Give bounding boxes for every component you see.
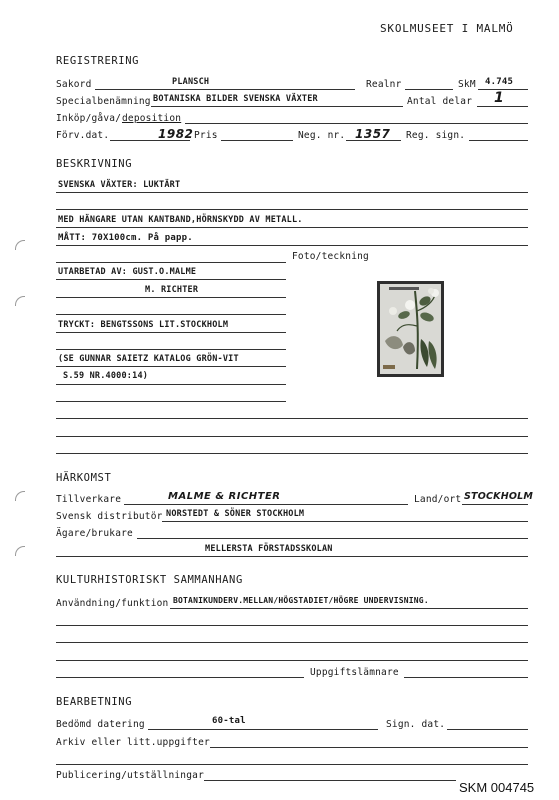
punch-hole-mark bbox=[15, 546, 25, 556]
agare-line bbox=[137, 538, 528, 539]
distributor-line bbox=[162, 521, 528, 522]
neg-value[interactable]: 1357 bbox=[355, 127, 391, 141]
rule bbox=[56, 677, 304, 678]
sign-label: Sign. dat. bbox=[386, 719, 446, 730]
tillverkare-value[interactable]: MALME & RICHTER bbox=[168, 491, 281, 502]
rule bbox=[56, 349, 286, 350]
agare-label: Ägare/brukare bbox=[56, 528, 133, 539]
tillverkare-label: Tillverkare bbox=[56, 494, 122, 505]
pris-label: Pris bbox=[194, 130, 218, 141]
skm-label: SkM bbox=[458, 79, 476, 90]
antal-value[interactable]: 1 bbox=[494, 90, 505, 106]
beskrivning-line-8[interactable]: S.59 NR.4000:14) bbox=[63, 371, 149, 381]
distributor-label: Svensk distributör bbox=[56, 511, 163, 522]
antal-label: Antal delar bbox=[407, 96, 473, 107]
punch-hole-mark bbox=[15, 296, 25, 306]
rule bbox=[56, 332, 286, 333]
anvandning-line bbox=[170, 608, 528, 609]
inkop-value[interactable]: deposition bbox=[122, 113, 182, 124]
rule bbox=[56, 453, 528, 454]
section-registrering: REGISTRERING bbox=[56, 55, 140, 67]
landort-label: Land/ort bbox=[414, 494, 462, 505]
section-kultur: KULTURHISTORISKT SAMMANHANG bbox=[56, 574, 243, 586]
foto-label: Foto/teckning bbox=[292, 251, 369, 262]
antal-line bbox=[477, 106, 528, 107]
rule bbox=[56, 227, 528, 228]
special-value[interactable]: BOTANISKA BILDER SVENSKA VÄXTER bbox=[153, 94, 318, 104]
rule bbox=[56, 556, 528, 557]
sakord-value[interactable]: PLANSCH bbox=[172, 77, 210, 87]
bedomd-line bbox=[148, 729, 378, 730]
plansch-photo bbox=[377, 281, 444, 377]
beskrivning-line-3[interactable]: MÅTT: 70X100cm. På papp. bbox=[58, 233, 193, 243]
skm-value[interactable]: 4.745 bbox=[485, 77, 514, 87]
punch-hole-mark bbox=[15, 491, 25, 501]
arkiv-line bbox=[210, 747, 528, 748]
distributor-value[interactable]: NORSTEDT & SÖNER STOCKHOLM bbox=[166, 509, 305, 519]
beskrivning-line-2[interactable]: MED HÄNGARE UTAN KANTBAND,HÖRNSKYDD AV METALL. bbox=[58, 215, 303, 225]
beskrivning-line-1[interactable]: SVENSKA VÄXTER: LUKTÄRT bbox=[58, 180, 181, 190]
rule bbox=[56, 245, 528, 246]
rule bbox=[56, 418, 528, 419]
inkop-label: Inköp/gåva/ bbox=[56, 113, 122, 124]
pris-line bbox=[221, 140, 293, 141]
section-beskrivning: BESKRIVNING bbox=[56, 158, 133, 170]
sakord-line bbox=[95, 89, 355, 90]
uppgift-label: Uppgiftslämnare bbox=[310, 667, 399, 678]
sakord-label: Sakord bbox=[56, 79, 92, 90]
rule bbox=[56, 366, 286, 367]
regsign-label: Reg. sign. bbox=[406, 130, 466, 141]
anvandning-value[interactable]: BOTANIKUNDERV.MELLAN/HÖGSTADIET/HÖGRE UNDERVISNING. bbox=[173, 596, 429, 605]
rule bbox=[56, 192, 528, 193]
inkop-line bbox=[185, 123, 528, 124]
rule bbox=[56, 436, 528, 437]
rule bbox=[56, 297, 286, 298]
forv-label: Förv.dat. bbox=[56, 130, 110, 141]
uppgift-line bbox=[404, 677, 528, 678]
neg-label: Neg. nr. bbox=[298, 130, 346, 141]
bedomd-label: Bedömd datering bbox=[56, 719, 145, 730]
forv-value[interactable]: 1982 bbox=[158, 127, 194, 141]
special-line bbox=[151, 106, 403, 107]
rule bbox=[56, 764, 528, 765]
museum-name: SKOLMUSEET I MALMÖ bbox=[380, 22, 514, 35]
beskrivning-line-7[interactable]: (SE GUNNAR SAIETZ KATALOG GRÖN-VIT bbox=[58, 354, 239, 364]
rule bbox=[56, 209, 528, 210]
skm-stamp: SKM 004745 bbox=[459, 780, 535, 795]
rule bbox=[56, 384, 286, 385]
rule bbox=[56, 279, 286, 280]
section-bearbetning: BEARBETNING bbox=[56, 696, 133, 708]
bedomd-value[interactable]: 60-tal bbox=[212, 716, 246, 726]
rule bbox=[56, 642, 528, 643]
section-harkomst: HÄRKOMST bbox=[56, 472, 112, 484]
arkiv-label: Arkiv eller litt.uppgifter bbox=[56, 737, 210, 748]
sign-line bbox=[447, 729, 528, 730]
tillverkare-line bbox=[124, 504, 408, 505]
public-line bbox=[204, 780, 456, 781]
realnr-line bbox=[405, 89, 453, 90]
beskrivning-line-6[interactable]: TRYCKT: BENGTSSONS LIT.STOCKHOLM bbox=[58, 320, 229, 330]
rule bbox=[56, 625, 528, 626]
rule bbox=[56, 401, 286, 402]
public-label: Publicering/utställningar bbox=[56, 770, 204, 781]
rule bbox=[56, 660, 528, 661]
anvandning-label: Användning/funktion bbox=[56, 598, 169, 609]
regsign-line bbox=[469, 140, 528, 141]
beskrivning-line-4[interactable]: UTARBETAD AV: GUST.O.MALME bbox=[58, 267, 197, 277]
punch-hole-mark bbox=[15, 240, 25, 250]
rule bbox=[56, 314, 286, 315]
rule bbox=[56, 262, 286, 263]
special-label: Specialbenämning bbox=[56, 96, 151, 107]
realnr-label: Realnr bbox=[366, 79, 402, 90]
beskrivning-line-5[interactable]: M. RICHTER bbox=[145, 285, 199, 295]
landort-line bbox=[462, 504, 528, 505]
sweet-pea-plate-image bbox=[377, 281, 444, 377]
agare-value[interactable]: MELLERSTA FÖRSTADSSKOLAN bbox=[205, 544, 333, 554]
landort-value[interactable]: STOCKHOLM bbox=[464, 491, 534, 502]
